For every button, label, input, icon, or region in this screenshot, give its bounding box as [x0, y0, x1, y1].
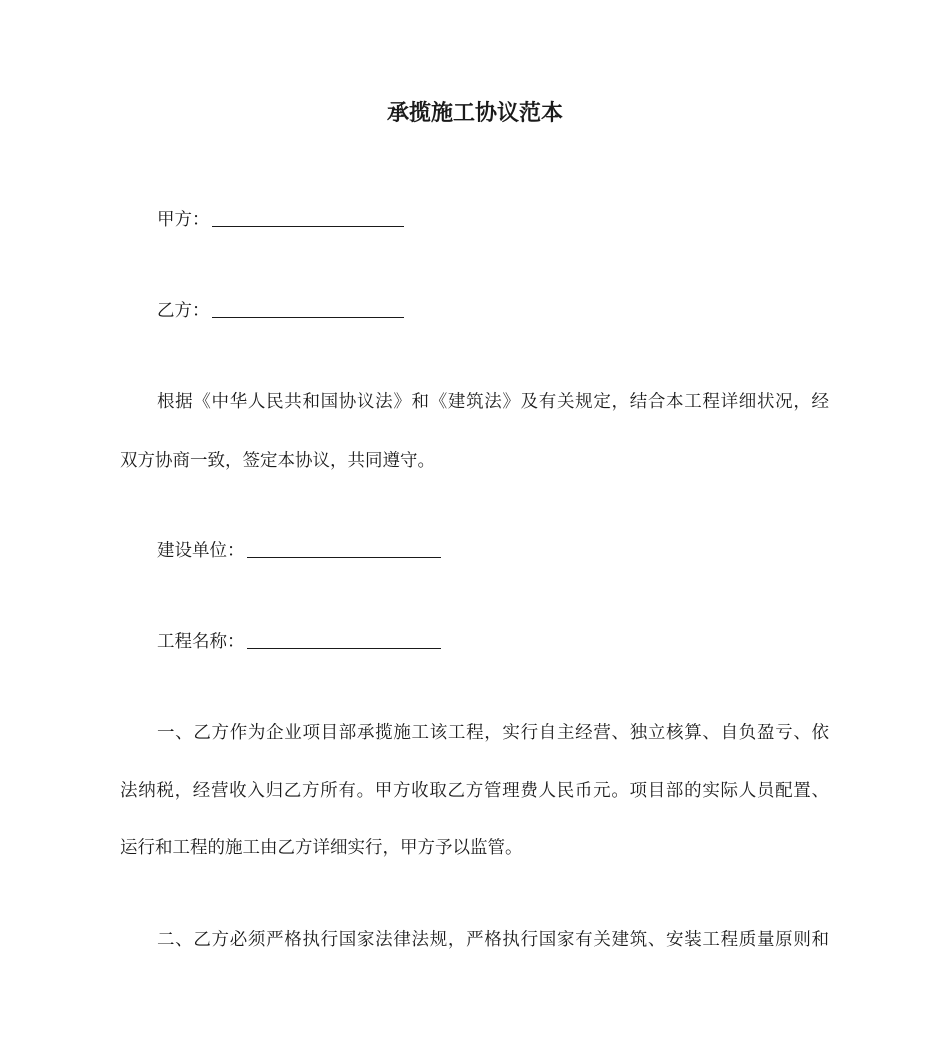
document-title: 承揽施工协议范本	[386, 101, 563, 126]
construction-unit-field	[157, 538, 869, 564]
party-a-blank[interactable]	[212, 208, 404, 227]
clause-2-line-1: 二、乙方必须严格执行国家法律法规，严格执行国家有关建筑、安装工程质量原则和	[157, 930, 829, 950]
party-a-field	[157, 207, 869, 233]
construction-unit-blank[interactable]	[247, 539, 441, 558]
clause-1-line-2: 法纳税，经营收入归乙方所有。甲方收取乙方管理费人民币元。项目部的实际人员配置、	[120, 781, 829, 801]
intro-paragraph-line-1: 根据《中华人民共和国协议法》和《建筑法》及有关规定，结合本工程详细状况，经	[157, 392, 829, 412]
project-name-field	[157, 629, 869, 655]
construction-unit-label: 建设单位：	[157, 541, 245, 561]
party-b-blank[interactable]	[212, 299, 404, 318]
project-name-blank[interactable]	[247, 630, 441, 649]
party-b-label: 乙方：	[157, 301, 210, 321]
project-name-label: 工程名称：	[157, 632, 245, 652]
party-b-field	[157, 298, 869, 324]
party-a-label: 甲方：	[157, 210, 210, 230]
clause-1-line-3: 运行和工程的施工由乙方详细实行，甲方予以监管。	[120, 838, 523, 858]
clause-1-line-1: 一、乙方作为企业项目部承揽施工该工程，实行自主经营、独立核算、自负盈亏、依	[157, 723, 829, 743]
intro-paragraph-line-2: 双方协商一致，签定本协议，共同遵守。	[120, 451, 435, 471]
